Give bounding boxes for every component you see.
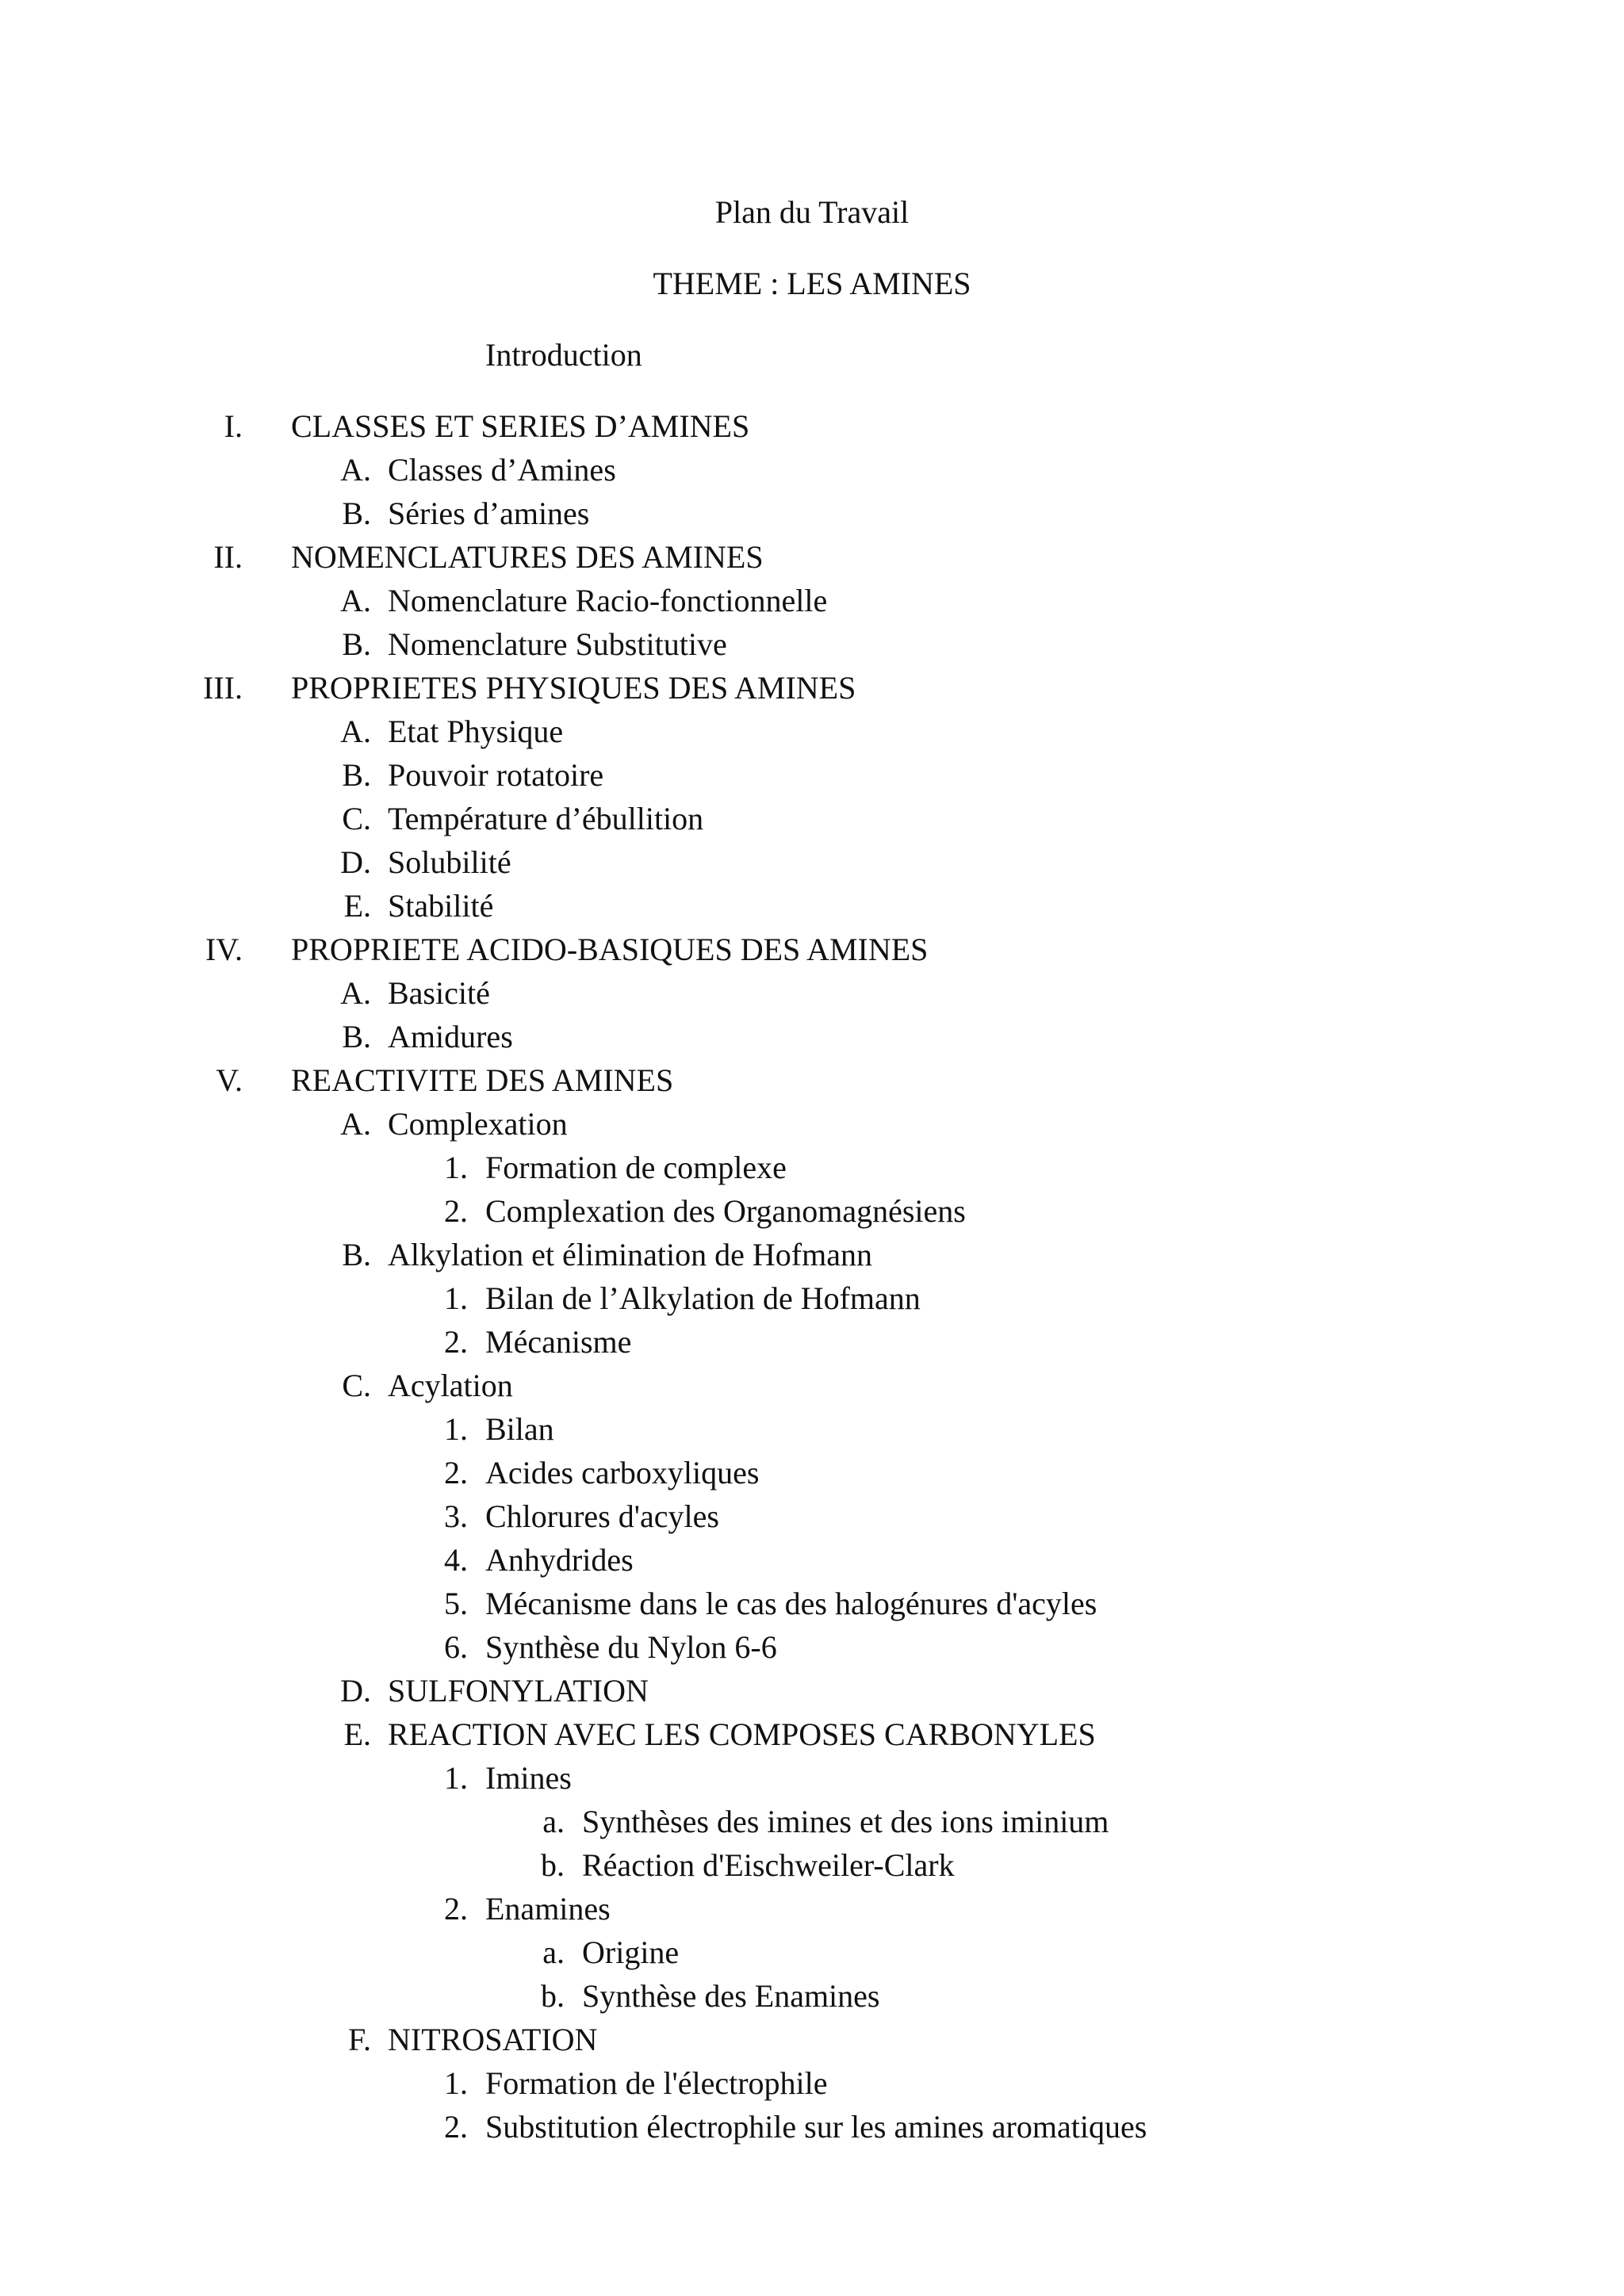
- outline-subsection-row: [0, 448, 1624, 492]
- outline-label: Synthèses des imines et des ions iminium: [582, 1804, 1109, 1839]
- outline-marker: V.: [216, 1062, 243, 1098]
- outline-label: Synthèse du Nylon 6-6: [485, 1629, 777, 1665]
- outline-subsection-row: [0, 840, 1624, 884]
- outline-item-row: [0, 2105, 1624, 2149]
- outline-label: Pouvoir rotatoire: [388, 757, 604, 793]
- outline-marker: B.: [342, 496, 371, 531]
- outline-item-row: [0, 1756, 1624, 1800]
- outline-label: SULFONYLATION: [388, 1673, 649, 1709]
- outline-label: Origine: [582, 1934, 680, 1970]
- outline-subsection-row: [0, 1712, 1624, 1756]
- outline-marker: C.: [342, 801, 371, 836]
- outline-label: Complexation: [388, 1106, 568, 1142]
- outline-label: Amidures: [388, 1019, 513, 1054]
- outline-label: Formation de complexe: [485, 1150, 787, 1185]
- outline-marker: B.: [342, 626, 371, 662]
- outline-section-row: [0, 404, 1624, 448]
- outline-label: PROPRIETE ACIDO-BASIQUES DES AMINES: [291, 932, 929, 967]
- outline-subitem-row: [0, 1931, 1624, 1974]
- outline-label: NOMENCLATURES DES AMINES: [291, 539, 764, 575]
- outline-label: Bilan de l’Alkylation de Hofmann: [485, 1280, 921, 1316]
- outline-item-row: [0, 1625, 1624, 1669]
- outline-subsection-row: [0, 622, 1624, 666]
- outline-marker: 1.: [444, 1760, 468, 1796]
- outline-marker: 6.: [444, 1629, 468, 1665]
- outline-label: Solubilité: [388, 844, 511, 880]
- outline-label: Stabilité: [388, 888, 494, 924]
- outline-marker: E.: [343, 1716, 371, 1752]
- outline-label: NITROSATION: [388, 2022, 598, 2057]
- outline-marker: F.: [347, 2022, 371, 2057]
- outline-marker: 4.: [444, 1542, 468, 1578]
- outline-item-row: [0, 1320, 1624, 1364]
- introduction-heading: Introduction: [485, 337, 642, 373]
- outline-label: Bilan: [485, 1411, 554, 1447]
- outline-label: Etat Physique: [388, 714, 564, 749]
- outline-label: Chlorures d'acyles: [485, 1498, 719, 1534]
- document-theme: THEME : LES AMINES: [653, 266, 971, 301]
- outline-label: Anhydrides: [485, 1542, 634, 1578]
- outline-label: Substitution électrophile sur les amines aromatiques: [485, 2109, 1147, 2145]
- outline-label: PROPRIETES PHYSIQUES DES AMINES: [291, 670, 856, 706]
- outline-subitem-row: [0, 1800, 1624, 1843]
- outline-subsection-row: [0, 884, 1624, 928]
- outline-item-row: [0, 1276, 1624, 1320]
- outline-marker: D.: [340, 1673, 371, 1709]
- outline-marker: IV.: [205, 932, 243, 967]
- outline-subitem-row: [0, 1843, 1624, 1887]
- outline-marker: A.: [340, 714, 371, 749]
- outline-item-row: [0, 1146, 1624, 1189]
- outline-label: CLASSES ET SERIES D’AMINES: [291, 408, 750, 444]
- outline-subsection-row: [0, 2018, 1624, 2061]
- outline-marker: B.: [342, 757, 371, 793]
- outline-item-row: [0, 1451, 1624, 1494]
- outline-marker: 2.: [444, 1324, 468, 1360]
- outline-marker: B.: [342, 1019, 371, 1054]
- outline-label: Température d’ébullition: [388, 801, 704, 836]
- outline-marker: 1.: [444, 1150, 468, 1185]
- outline-marker: 2.: [444, 2109, 468, 2145]
- outline-label: Classes d’Amines: [388, 452, 616, 488]
- outline-marker: 3.: [444, 1498, 468, 1534]
- outline-item-row: [0, 1582, 1624, 1625]
- outline-label: Acylation: [388, 1368, 513, 1403]
- outline-marker: 2.: [444, 1891, 468, 1927]
- outline-subsection-row: [0, 579, 1624, 622]
- outline-label: Séries d’amines: [388, 496, 590, 531]
- outline-item-row: [0, 1407, 1624, 1451]
- outline-marker: b.: [541, 1978, 565, 2014]
- outline-subsection-row: [0, 1015, 1624, 1058]
- outline-section-row: [0, 928, 1624, 971]
- outline-marker: I.: [224, 408, 243, 444]
- outline-marker: 1.: [444, 1411, 468, 1447]
- outline-marker: b.: [541, 1847, 565, 1883]
- outline-marker: II.: [213, 539, 243, 575]
- outline-label: Imines: [485, 1760, 572, 1796]
- outline-label: REACTION AVEC LES COMPOSES CARBONYLES: [388, 1716, 1096, 1752]
- outline-marker: C.: [342, 1368, 371, 1403]
- outline-subsection-row: [0, 710, 1624, 753]
- outline-label: REACTIVITE DES AMINES: [291, 1062, 674, 1098]
- outline-marker: A.: [340, 452, 371, 488]
- outline-subsection-row: [0, 971, 1624, 1015]
- outline-marker: A.: [340, 583, 371, 618]
- outline-section-row: [0, 666, 1624, 710]
- outline-label: Formation de l'électrophile: [485, 2065, 828, 2101]
- outline-marker: III.: [203, 670, 243, 706]
- outline-subitem-row: [0, 1974, 1624, 2018]
- outline-label: Mécanisme: [485, 1324, 632, 1360]
- outline-marker: A.: [340, 1106, 371, 1142]
- outline-marker: E.: [343, 888, 371, 924]
- outline-label: Synthèse des Enamines: [582, 1978, 880, 2014]
- outline-label: Enamines: [485, 1891, 611, 1927]
- outline-label: Nomenclature Racio-fonctionnelle: [388, 583, 828, 618]
- outline-marker: a.: [542, 1934, 565, 1970]
- outline-subsection-row: [0, 1364, 1624, 1407]
- outline-label: Alkylation et élimination de Hofmann: [388, 1237, 872, 1272]
- outline-section-row: [0, 1058, 1624, 1102]
- outline-section-row: [0, 535, 1624, 579]
- outline-subsection-row: [0, 492, 1624, 535]
- outline-subsection-row: [0, 1102, 1624, 1146]
- outline-item-row: [0, 2061, 1624, 2105]
- outline-item-row: [0, 1887, 1624, 1931]
- outline-marker: D.: [340, 844, 371, 880]
- outline-item-row: [0, 1538, 1624, 1582]
- outline-label: Réaction d'Eischweiler-Clark: [582, 1847, 955, 1883]
- outline-item-row: [0, 1494, 1624, 1538]
- outline-subsection-row: [0, 753, 1624, 797]
- outline-marker: 1.: [444, 2065, 468, 2101]
- outline-marker: 2.: [444, 1193, 468, 1229]
- outline-subsection-row: [0, 1669, 1624, 1712]
- outline-marker: 5.: [444, 1586, 468, 1621]
- document-title: Plan du Travail: [714, 194, 910, 230]
- outline-subsection-row: [0, 1233, 1624, 1276]
- outline-marker: B.: [342, 1237, 371, 1272]
- outline-marker: a.: [542, 1804, 565, 1839]
- outline-marker: A.: [340, 975, 371, 1011]
- outline-marker: 1.: [444, 1280, 468, 1316]
- outline-label: Basicité: [388, 975, 490, 1011]
- outline-marker: 2.: [444, 1455, 468, 1490]
- outline-label: Nomenclature Substitutive: [388, 626, 727, 662]
- outline-item-row: [0, 1189, 1624, 1233]
- outline-label: Complexation des Organomagnésiens: [485, 1193, 966, 1229]
- outline-label: Acides carboxyliques: [485, 1455, 760, 1490]
- outline-subsection-row: [0, 797, 1624, 840]
- outline-list: [0, 404, 1624, 2149]
- outline-label: Mécanisme dans le cas des halogénures d'acyles: [485, 1586, 1097, 1621]
